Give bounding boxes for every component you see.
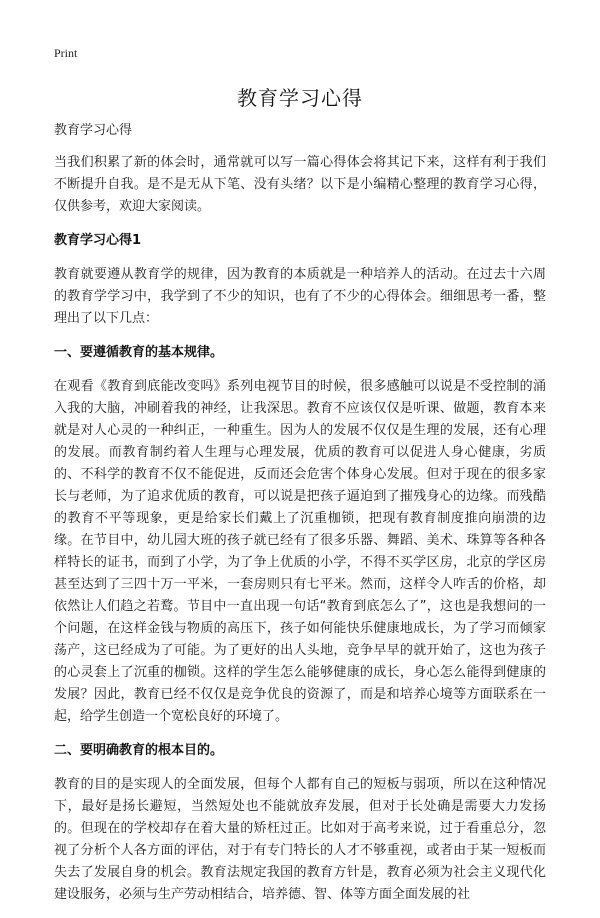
- section-title: 教育学习心得1: [54, 233, 142, 248]
- page-title: 教育学习心得: [237, 86, 363, 110]
- section-intro-paragraph: 教育就要遵从教育学的规律，因为教育的本质就是一种培养人的活动。在过去十六周的教育学学习中，我学到了不少的知识，也有了不少的心得体会。细细思考一番，整理出了以下几点：: [54, 267, 546, 326]
- intro-paragraph: 当我们积累了新的体会时，通常就可以写一篇心得体会将其记下来，这样有利于我们不断提升自我。是不是无从下笔、没有头绪？以下是小编精心整理的教育学习心得，仅供参考，欢迎大家阅读。: [54, 155, 546, 214]
- heading-two: 二、要明确教育的根本目的。: [54, 743, 224, 758]
- print-link[interactable]: Print: [54, 46, 78, 60]
- document-body: [54, 120, 546, 918]
- body-paragraph-two: 教育的目的是实现人的全面发展，但每个人都有自己的短板与弱项，所以在这种情况下，最好是扬长避短，当然短处也不能就放弃发展，但对于长处确是需要大力发扬的。但现在的学校却存在着大量的矫枉过正。比如对于高考来说，过于看重总分，忽视了分析个人各方面的评估，对于有专门特长的人才不够重视，或者由于某一短板而失去了发展自身的机会。教育法规定我国的教育方针是，教育必须为社会主义现代化建设服务，必须与生产劳动相结合，培养德、智、体等方面全面发展的社: [54, 777, 546, 902]
- body-paragraph-one: 在观看《教育到底能改变吗》系列电视节目的时候，很多感触可以说是不受控制的涌入我的大脑，冲刷着我的神经，让我深思。教育不应该仅仅是听课、做题，教育本来就是对人心灵的一种纠正，一种重生。因为人的发展不仅仅是生理的发展，还有心理的发展。而教育制约着人生理与心理发展，优质的教育可以促进人身心健康，劣质的、不科学的教育不仅不能促进，反而还会危害个体身心发展。但对于现在的很多家长与老师，为了追求优质的教育，可以说是把孩子逼迫到了摧残身心的边缘。而残酷的教育不平等现象，更是给家长们戴上了沉重枷锁，把现有教育制度推向崩溃的边缘。在节目中，幼儿园大班的孩子就已经有了很多乐器、舞蹈、美术、珠算等各种各样特长的证书，而到了小学，为了争上优质的小学，不得不买学区房，北京的学区房甚至达到了三四十万一平米，一套房则只有七平米。然而，这样令人咋舌的价格，却依然让人们趋之若鹜。节目中一直出现一句话“教育到底怎么了”，这也是我想问的一个问题，在这样金钱与物质的高压下，孩子如何能快乐健康地成长，为了学习而倾家荡产，这已经成为了可能。为了更好的出人头地，竞争早早的就开始了，这也为孩子的心灵套上了沉重的枷锁。这样的学生怎么能够健康的成长，身心怎么能得到健康的发展？因此，教育已经不仅仅是竞争优良的资源了，而是和培养心境等方面联系在一起，给学生创造一个宽松良好的环境了。: [54, 379, 546, 724]
- document-subtitle: 教育学习心得: [54, 123, 133, 138]
- heading-one: 一、要遵循教育的基本规律。: [54, 345, 224, 360]
